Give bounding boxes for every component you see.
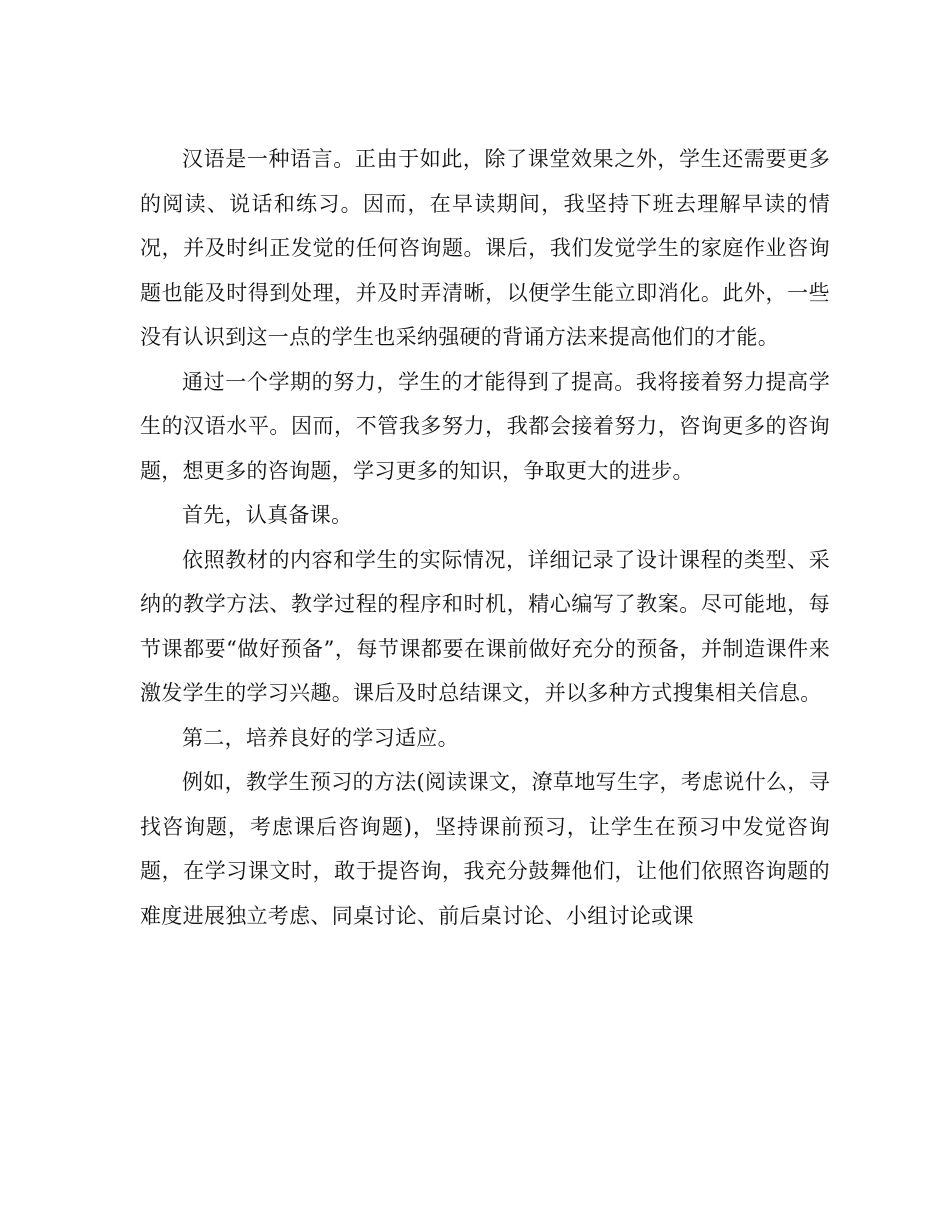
- document-body: [140, 137, 830, 938]
- paragraph-semester-effort: 通过一个学期的努力，学生的才能得到了提高。我将接着努力提高学生的汉语水平。因而，不管我多努力，我都会接着努力，咨询更多的咨询题，想更多的咨询题，学习更多的知识，争取更大的进步。: [140, 369, 830, 483]
- paragraph-heading-second: 第二，培养良好的学习适应。: [182, 725, 459, 750]
- paragraph-preview-method: 例如，教学生预习的方法(阅读课文，潦草地写生字，考虑说什么，寻找咨询题，考虑课后咨询题)，坚持课前预习，让学生在预习中发觉咨询题，在学习课文时，敢于提咨询，我充分鼓舞他们，让他们依照咨询题的难度进展独立考虑、同桌讨论、前后桌讨论、小组讨论或课: [140, 770, 830, 928]
- paragraph-lesson-prep: 依照教材的内容和学生的实际情况，详细记录了设计课程的类型、采纳的教学方法、教学过程的程序和时机，精心编写了教案。尽可能地，每节课都要“做好预备”，每节课都要在课前做好充分的预备，并制造课件来激发学生的学习兴趣。课后及时总结课文，并以多种方式搜集相关信息。: [140, 547, 830, 705]
- paragraph-heading-first: 首先，认真备课。: [182, 503, 353, 527]
- paragraph-early-reading: 汉语是一种语言。正由于如此，除了课堂效果之外，学生还需要更多的阅读、说话和练习。因而，在早读期间，我坚持下班去理解早读的情况，并及时纠正发觉的任何咨询题。课后，我们发觉学生的家庭作业咨询题也能及时得到处理，并及时弄清晰，以便学生能立即消化。此外，一些没有认识到这一点的学生也采纳强硬的背诵方法来提高他们的才能。: [140, 147, 830, 349]
